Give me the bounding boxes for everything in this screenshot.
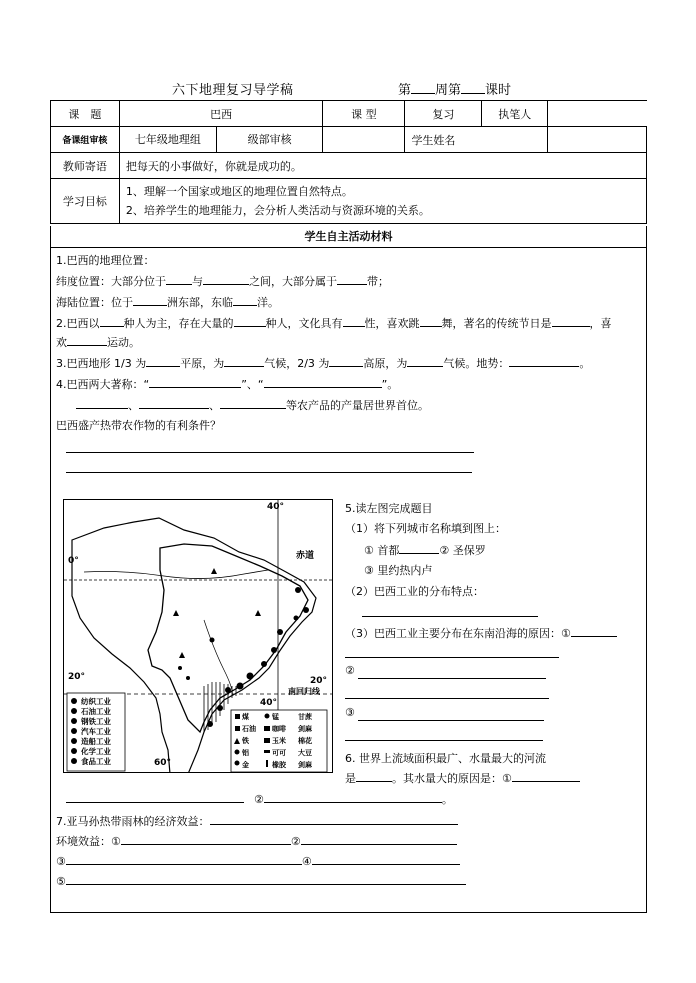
answer-line[interactable] <box>358 720 544 721</box>
q1-sea-land: 海陆位置：位于 洲东部，东临 洋。 <box>56 296 279 309</box>
blank[interactable] <box>100 316 124 327</box>
label-lon-40-bottom: 40° <box>260 698 278 708</box>
blank[interactable] <box>66 874 466 885</box>
blank[interactable] <box>76 398 128 409</box>
group-review-label: 备课组审核 <box>51 127 120 153</box>
doc-title: 六下地理复习导学稿 <box>172 83 294 98</box>
answer-line[interactable] <box>345 657 559 658</box>
legend-oil-industry: 石油工业 <box>81 707 111 716</box>
legend-petroleum: 石油 <box>242 725 256 733</box>
legend-sisal-a: 剑麻 <box>298 725 312 733</box>
blank[interactable] <box>66 854 302 865</box>
blank[interactable] <box>146 356 180 367</box>
legend-sugarcane: 甘蔗 <box>298 713 312 721</box>
blank[interactable] <box>512 771 580 782</box>
blank[interactable] <box>264 377 382 388</box>
teacher-msg-label: 教师寄语 <box>51 153 120 179</box>
legend-textile: 纺织工业 <box>81 697 111 706</box>
legend-manganese: 锰 <box>272 713 279 721</box>
goal-2: 2、培养学生的地理能力，会分析人类活动与资源环境的关系。 <box>125 204 430 217</box>
legend-aluminum: 铝 <box>242 749 249 757</box>
legend-rubber: 橡胶 <box>272 761 286 769</box>
blank[interactable] <box>233 295 257 306</box>
info-table <box>50 100 647 224</box>
q7-line-5: ⑤ <box>56 874 466 888</box>
q5-mark-2: ② <box>345 664 355 677</box>
legend-chemical: 化学工业 <box>81 747 111 756</box>
author-label: 执笔人 <box>482 101 548 127</box>
goal-cell <box>119 179 646 224</box>
legend-cotton: 棉花 <box>298 737 312 745</box>
goal-1: 1、理解一个国家或地区的地理位置自然特点。 <box>125 185 353 198</box>
q5-3: （3）巴西工业主要分布在东南沿海的原因：① <box>345 625 617 641</box>
q3-line: 3.巴西地形 1/3 为 平原，为 气候，2/3 为 高原，为 气候。地势： 。 <box>56 357 591 370</box>
answer-line[interactable] <box>66 802 244 803</box>
label-equator: 赤道 <box>296 551 315 561</box>
blank[interactable] <box>337 274 367 285</box>
legend-auto: 汽车工业 <box>81 727 111 736</box>
q5-title: 5.读左图完成题目 <box>345 502 433 515</box>
q2-line1: 2.巴西以 种人为主，存在大量的 种人，文化具有 性，喜欢跳 舞，著名的传统节日是 ，喜 <box>56 317 612 330</box>
group-review-cell <box>119 127 323 153</box>
label-lon-40: 40° <box>267 502 285 512</box>
blank[interactable] <box>343 316 365 327</box>
q5-2: （2）巴西工业的分布特点： <box>345 585 484 598</box>
legend-coffee: 咖啡 <box>272 725 286 733</box>
q-crop: 巴西盛产热带农作物的有利条件？ <box>56 419 221 432</box>
blank[interactable] <box>121 834 291 845</box>
blank[interactable] <box>139 398 209 409</box>
blank[interactable] <box>224 356 264 367</box>
legend-shipbuilding: 造船工业 <box>81 737 111 746</box>
answer-line[interactable] <box>66 452 474 453</box>
label-tropic: 南回归线 <box>288 687 320 696</box>
legend-gold: 金 <box>242 761 249 769</box>
section-title: 学生自主活动材料 <box>50 226 647 248</box>
label-lon-60: 60° <box>154 758 172 768</box>
blank[interactable] <box>210 814 458 825</box>
answer-line[interactable] <box>358 678 546 679</box>
blank[interactable] <box>264 792 442 803</box>
blank[interactable] <box>133 295 167 306</box>
blank[interactable] <box>234 316 266 327</box>
legend-food: 食品工业 <box>81 757 111 766</box>
goal-label: 学习目标 <box>51 179 120 224</box>
legend-sisal-b: 剑麻 <box>298 761 312 769</box>
q2-line2: 欢 运动。 <box>56 336 140 349</box>
blank[interactable] <box>407 356 443 367</box>
blank[interactable] <box>399 543 439 554</box>
blank[interactable] <box>67 335 107 346</box>
legend-soybean: 大豆 <box>298 749 312 757</box>
student-name-label: 学生姓名 <box>405 127 548 153</box>
label-lat-0: 0° <box>68 556 79 566</box>
q5-1c: ③ 里约热内卢 <box>364 564 433 577</box>
q7-title: 7.亚马孙热带雨林的经济效益： <box>56 813 458 829</box>
legend-corn: 玉米 <box>272 737 286 745</box>
industry-symbols <box>173 568 309 727</box>
answer-line[interactable] <box>345 698 549 699</box>
label-lat-20-left: 20° <box>68 672 86 682</box>
blank[interactable] <box>149 377 241 388</box>
q1-latitude: 纬度位置：大部分位于 与 之间，大部分属于 带； <box>56 275 389 288</box>
blank[interactable] <box>509 356 579 367</box>
amazon-river <box>84 570 268 579</box>
blank[interactable] <box>220 398 286 409</box>
q4-line2: 、 、 等农产品的产量居世界首位。 <box>76 397 429 413</box>
blank[interactable] <box>166 274 192 285</box>
q7-env-line: 环境效益：① ② <box>56 833 457 849</box>
q5-1: （1）将下列城市名称填到图上： <box>345 522 506 535</box>
blank[interactable] <box>552 316 590 327</box>
blank[interactable] <box>203 274 249 285</box>
teacher-msg-value: 把每天的小事做好，你就是成功的。 <box>119 153 646 179</box>
grade-review-value[interactable] <box>323 127 405 153</box>
q7-line-3-4: ③ ④ <box>56 854 460 868</box>
type-value: 复习 <box>405 101 482 127</box>
answer-line[interactable] <box>66 472 472 473</box>
blank[interactable] <box>312 854 460 865</box>
blank[interactable] <box>356 771 392 782</box>
topic-value: 巴西 <box>119 101 323 127</box>
group-review-value: 七年级地理组 <box>120 127 217 152</box>
answer-line[interactable] <box>345 740 543 741</box>
brazil-map <box>63 499 333 773</box>
q6-line1: 6. 世界上流域面积最广、水量最大的河流 <box>345 752 546 765</box>
blank[interactable] <box>329 356 363 367</box>
author-value[interactable] <box>548 101 647 127</box>
legend-cocoa: 可可 <box>272 749 286 757</box>
student-name-value[interactable] <box>548 127 647 153</box>
blank[interactable] <box>301 834 457 845</box>
q6-line3: ② 。 <box>254 793 453 806</box>
q1-title: 1.巴西的地理位置： <box>56 254 155 267</box>
q4-line1: 4.巴西两大著称：“ ”、“ ”。 <box>56 378 399 391</box>
topic-label: 课 题 <box>51 101 120 127</box>
legend-steel: 钢铁工业 <box>81 717 111 726</box>
label-lat-20-right: 20° <box>310 676 328 686</box>
grade-review-label: 级部审核 <box>247 133 292 146</box>
blank[interactable] <box>420 316 442 327</box>
blank[interactable] <box>571 626 617 637</box>
q6-line2: 是 。其水量大的原因是：① <box>345 770 580 786</box>
legend-iron: 铁 <box>242 737 249 745</box>
legend-coal: 煤 <box>242 713 249 721</box>
q5-mark-3: ③ <box>345 706 355 719</box>
q5-1-cities: ① 首都 ② 圣保罗 <box>364 544 486 557</box>
answer-line[interactable] <box>362 616 538 617</box>
week-lesson-line: 第 周第 课时 <box>398 83 512 98</box>
type-label: 课 型 <box>323 101 405 127</box>
